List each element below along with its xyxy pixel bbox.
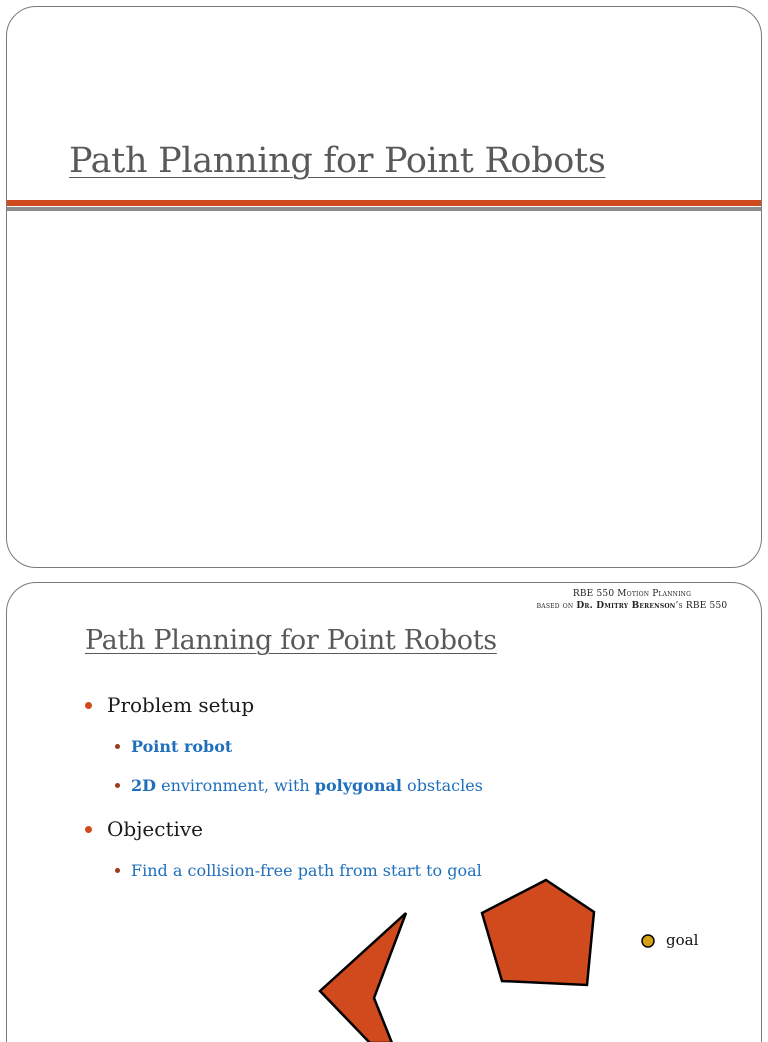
bullet-text: Problem setup: [107, 693, 255, 717]
emphasis-2d: 2D: [131, 776, 157, 795]
content-slide: [6, 582, 762, 1042]
emphasis-polygonal: polygonal: [314, 776, 402, 795]
bullet-text: Objective: [107, 817, 204, 841]
title-slide: [6, 6, 762, 568]
accent-stripe-orange: [7, 200, 761, 206]
slide-title: Path Planning for Point Robots: [85, 625, 497, 656]
slide-title: Path Planning for Point Robots: [69, 141, 606, 181]
goal-label: goal: [666, 931, 699, 949]
arrow-obstacle: [320, 913, 406, 1042]
attribution-prefix: based on: [536, 601, 577, 611]
env-text-2: obstacles: [401, 776, 483, 795]
attribution-suffix: ’s RBE 550: [675, 601, 728, 611]
bullet-text: Point robot: [131, 737, 233, 756]
accent-stripe-gray: [7, 207, 761, 211]
pentagon-obstacle: [482, 880, 594, 985]
bullet-text: Find a collision-free path from start to goal: [131, 861, 482, 880]
planning-figure: [7, 583, 762, 1042]
attribution-author: Dr. Dmitry Berenson: [576, 601, 676, 611]
env-text-1: environment, with: [156, 776, 315, 795]
course-name: RBE 550 Motion Planning: [572, 589, 692, 599]
goal-marker-icon: [642, 935, 654, 947]
